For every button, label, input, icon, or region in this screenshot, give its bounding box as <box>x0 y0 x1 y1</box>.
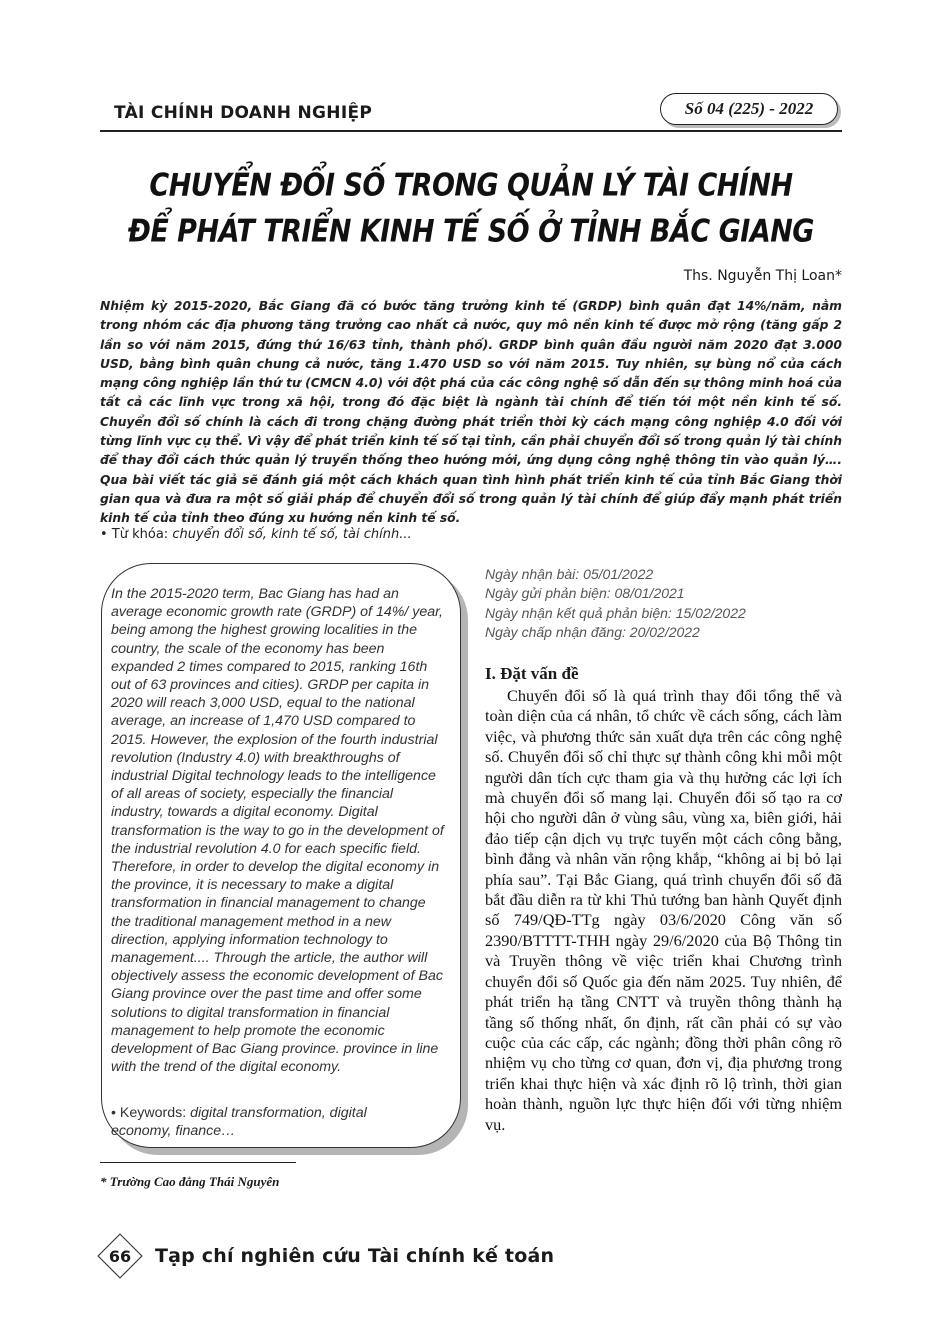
submission-dates <box>485 565 746 642</box>
keywords-en-label: • Keywords: <box>111 1105 187 1121</box>
body-paragraph: Chuyển đổi số là quá trình thay đổi tổng thể và toàn diện của cá nhân, tổ chức về cách sống, cách làm việc, và phương thức sản xuất dựa trên các công nghệ số. Chuyển đổi số chỉ thực sự thành công khi mỗi một người dân tích cực tham gia và thụ hưởng các lợi ích mà chuyển đổi số mang lại. Chuyển đổi số tạo ra cơ hội cho người dân ở vùng sâu, vùng xa, biên giới, hải đảo tiếp cận dịch vụ trực tuyến một cách công bằng, bình đẳng và nhân văn rộng khắp, “không ai bị bỏ lại phía sau”. Tại Bắc Giang, quá trình chuyển đổi số đã bắt đầu diễn ra từ khi Thủ tướng ban hành Quyết định số 749/QĐ-TTg ngày 03/6/2020 Công văn số 2390/BTTTT-THH ngày 29/6/2020 của Bộ Thông tin và Truyền thông về việc triển khai Chương trình chuyển đổi số Quốc gia đến năm 2025. Tuy nhiên, để phát triển hạ tầng CNTT và truyền thông thành hạ tầng số thống nhất, ổn định, rất cần phải có sự vào cuộc của các cấp, các ngành; đồng thời phân công rõ nhiệm vụ cho từng cơ quan, đơn vị, địa phương trong triển khai thực hiện và xác định rõ lộ trình, thời gian hoàn thành, nguồn lực thực hiện đối với từng nhiệm vụ. <box>485 686 842 1134</box>
date-sent-review: Ngày gửi phản biện: 08/01/2021 <box>485 585 685 602</box>
section-heading: I. Đặt vấn đề <box>485 664 579 683</box>
footnote: * Trường Cao đẳng Thái Nguyên <box>100 1174 280 1189</box>
abstract-vietnamese: Nhiệm kỳ 2015-2020, Bắc Giang đã có bước tăng trưởng kinh tế (GRDP) bình quân đạt 14%/năm, nằm trong nhóm các địa phương tăng trưởng cao nhất cả nước, quy mô nền kinh tế được mở rộng (tăng gấp 2 lần so với năm 2015, đứng thứ 16/63 tỉnh, thành phố). GRDP bình quân đầu người năm 2020 đạt 3.000 USD, bằng bình quân chung cả nước, tăng 1.470 USD so với năm 2015. Tuy nhiên, sự bùng nổ của cách mạng công nghiệp lần thứ tư (CMCN 4.0) với đột phá của các công nghệ số dẫn đến sự thông minh hoá của tất cả các lĩnh vực trong xã hội, trong đó đặc biệt là ngành tài chính để tiến tới một nền kinh tế số. Chuyển đổi số chính là cách đi trong chặng đường phát triển thời kỳ cách mạng công nghiệp 4.0 đối với từng lĩnh vực cụ thể. Vì vậy để phát triển kinh tế số tại tỉnh, cần phải chuyển đổi số trong quản lý tài chính để thay đổi cách thức quản lý truyền thống theo hướng mới, ứng dụng công nghệ thông tin vào quản lý…. Qua bài viết tác giả sẽ đánh giá một cách khách quan tình hình phát triển kinh tế của tỉnh Bắc Giang thời gian qua và đưa ra một số giải pháp để chuyển đổi số trong quản lý tài chính để giúp đẩy mạnh phát triển kinh tế của tỉnh theo đúng xu hướng nền kinh tế số. <box>100 299 842 526</box>
keywords-vietnamese <box>100 527 412 542</box>
header-divider <box>100 130 842 132</box>
abstract-english: In the 2015-2020 term, Bac Giang has had an average economic growth rate (GRDP) of 14%/ year, being among the highest growing localities in the country, the scale of the economy has been expanded 2 times compared to 2015, ranking 16th out of 63 provinces and cities). GRDP per capita in 2020 will reach 3,000 USD, equal to the national average, an increase of 1,470 USD compared to 2015. However, the explosion of the fourth industrial revolution (Industry 4.0) with breakthroughs of industrial Digital technology leads to the intelligence of all areas of society, especially the financial industry, towards a digital economy. Digital transformation is the way to go in the development of the industrial revolution 4.0 for each specific field. Therefore, in order to develop the digital economy in the province, it is necessary to make a digital transformation in financial management to change the traditional management method in a new direction, applying information technology to management.... Through the article, the author will objectively assess the economic development of Bac Giang province over the past time and offer some solutions to digital transformation in financial management to help promote the economic development of Bac Giang province. province in line with the trend of the digital economy. <box>111 586 444 1076</box>
date-received: Ngày nhận bài: 05/01/2022 <box>485 566 654 582</box>
issue-badge: Số 04 (225) - 2022 <box>660 93 838 125</box>
section-label: TÀI CHÍNH DOANH NGHIỆP <box>114 103 373 123</box>
article-title-line-2: ĐỂ PHÁT TRIỂN KINH TẾ SỐ Ở TỈNH BẮC GIANG <box>128 213 814 250</box>
keywords-vi-value: chuyển đổi số, kinh tế số, tài chính... <box>172 527 412 542</box>
date-review-result: Ngày nhận kết quả phản biện: 15/02/2022 <box>485 604 746 621</box>
keywords-en-value: digital transformation, digital economy, finance… <box>111 1105 367 1140</box>
page-number: 66 <box>108 1246 132 1266</box>
keywords-vi-label: • Từ khóa: <box>100 527 169 542</box>
author: Ths. Nguyễn Thị Loan* <box>683 268 842 284</box>
article-title-line-1: CHUYỂN ĐỔI SỐ TRONG QUẢN LÝ TÀI CHÍNH <box>149 167 793 204</box>
journal-name: Tạp chí nghiên cứu Tài chính kế toán <box>155 1245 555 1267</box>
date-accepted: Ngày chấp nhận đăng: 20/02/2022 <box>485 623 700 640</box>
footnote-divider <box>100 1162 296 1163</box>
keywords-english <box>111 1104 401 1140</box>
